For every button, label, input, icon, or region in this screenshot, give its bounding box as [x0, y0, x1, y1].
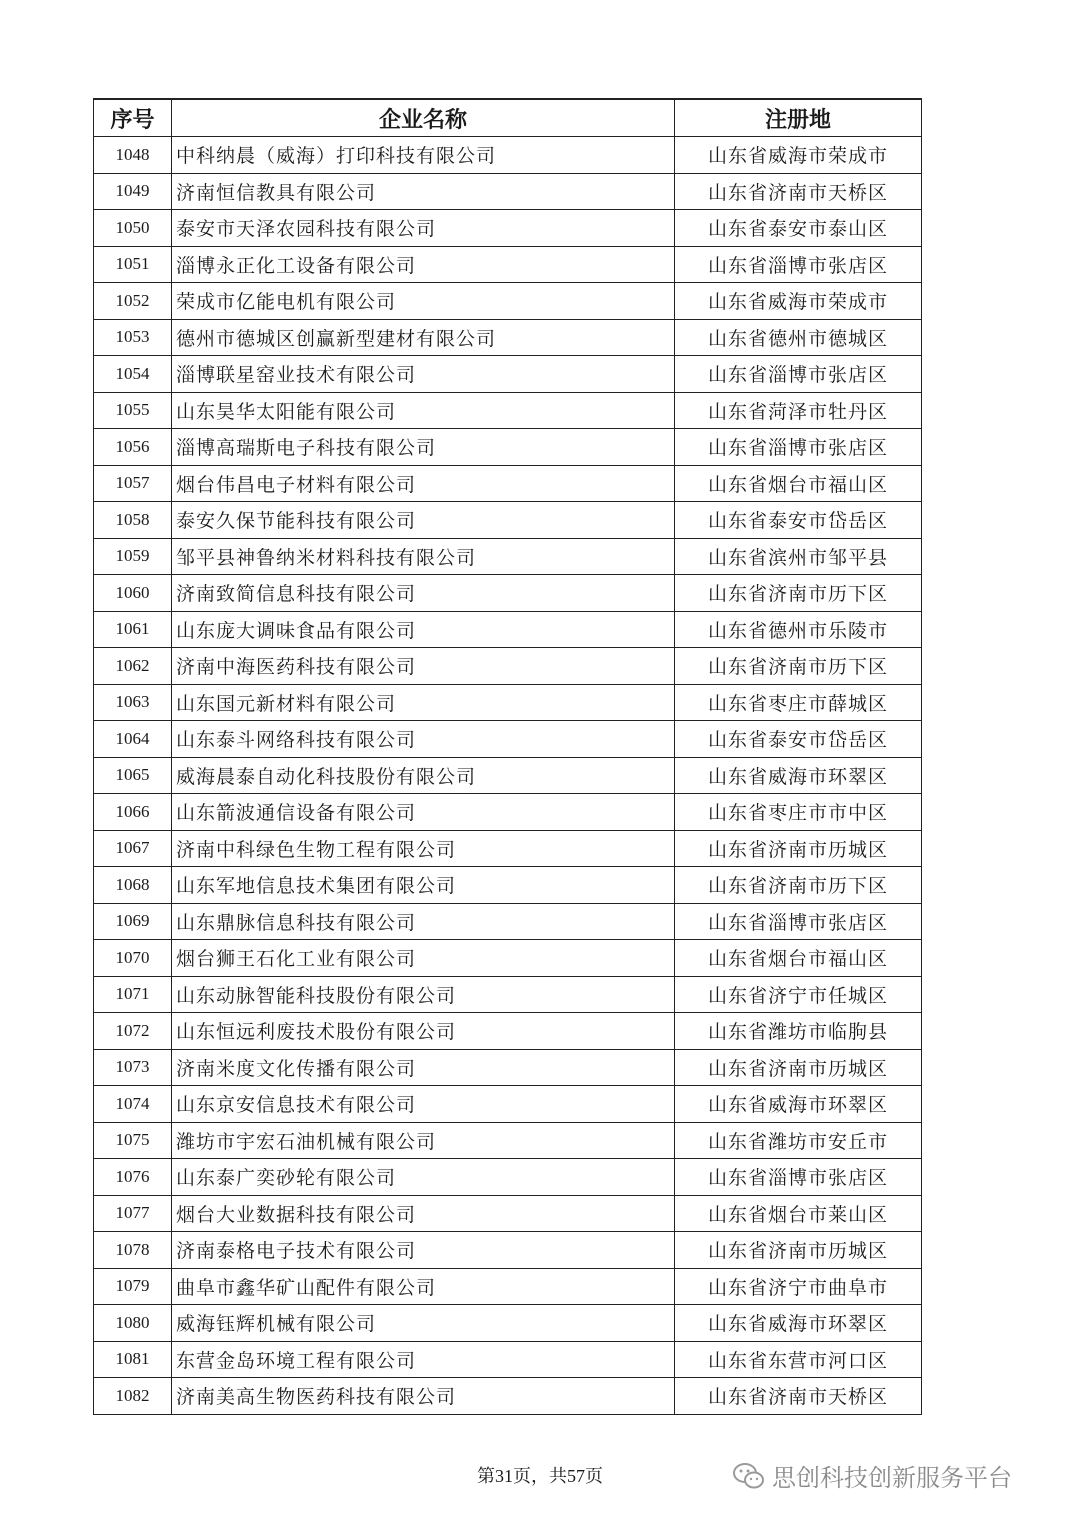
registered-place-cell: 山东省淄博市张店区	[675, 356, 922, 393]
table-row	[94, 830, 922, 867]
table-row	[94, 392, 922, 429]
table-row	[94, 502, 922, 539]
table-row	[94, 1268, 922, 1305]
table-body	[94, 137, 922, 1415]
serial-number-cell: 1071	[94, 976, 172, 1013]
registered-place-cell: 山东省济南市历城区	[675, 1049, 922, 1086]
company-name-cell: 山东泰广奕砂轮有限公司	[172, 1159, 675, 1196]
registered-place-cell: 山东省济南市天桥区	[675, 173, 922, 210]
company-name-cell: 泰安久保节能科技有限公司	[172, 502, 675, 539]
table-row	[94, 976, 922, 1013]
serial-number-cell: 1077	[94, 1195, 172, 1232]
registered-place-cell: 山东省威海市荣成市	[675, 137, 922, 174]
registered-place-cell: 山东省淄博市张店区	[675, 246, 922, 283]
table-row	[94, 1195, 922, 1232]
company-name-cell: 淄博高瑞斯电子科技有限公司	[172, 429, 675, 466]
table-row	[94, 1013, 922, 1050]
company-name-cell: 济南致简信息科技有限公司	[172, 575, 675, 612]
company-name-cell: 泰安市天泽农园科技有限公司	[172, 210, 675, 247]
header-registered-place: 注册地	[675, 99, 922, 137]
table-row	[94, 246, 922, 283]
table-row	[94, 1086, 922, 1123]
company-name-cell: 烟台大业数据科技有限公司	[172, 1195, 675, 1232]
serial-number-cell: 1054	[94, 356, 172, 393]
table-header-row	[94, 99, 922, 137]
table-row	[94, 1122, 922, 1159]
registered-place-cell: 山东省威海市环翠区	[675, 1086, 922, 1123]
registered-place-cell: 山东省济南市历城区	[675, 830, 922, 867]
serial-number-cell: 1056	[94, 429, 172, 466]
company-name-cell: 烟台狮王石化工业有限公司	[172, 940, 675, 977]
company-name-cell: 山东动脉智能科技股份有限公司	[172, 976, 675, 1013]
serial-number-cell: 1070	[94, 940, 172, 977]
table-row	[94, 1378, 922, 1415]
serial-number-cell: 1062	[94, 648, 172, 685]
serial-number-cell: 1052	[94, 283, 172, 320]
registered-place-cell: 山东省滨州市邹平县	[675, 538, 922, 575]
registered-place-cell: 山东省枣庄市薛城区	[675, 684, 922, 721]
registered-place-cell: 山东省烟台市福山区	[675, 465, 922, 502]
table-row	[94, 1305, 922, 1342]
serial-number-cell: 1053	[94, 319, 172, 356]
serial-number-cell: 1075	[94, 1122, 172, 1159]
registered-place-cell: 山东省烟台市莱山区	[675, 1195, 922, 1232]
registered-place-cell: 山东省枣庄市市中区	[675, 794, 922, 831]
serial-number-cell: 1078	[94, 1232, 172, 1269]
company-name-cell: 烟台伟昌电子材料有限公司	[172, 465, 675, 502]
company-name-cell: 威海钰辉机械有限公司	[172, 1305, 675, 1342]
registered-place-cell: 山东省德州市德城区	[675, 319, 922, 356]
table-row	[94, 1049, 922, 1086]
table-row	[94, 1232, 922, 1269]
company-name-cell: 济南中科绿色生物工程有限公司	[172, 830, 675, 867]
company-name-cell: 德州市德城区创赢新型建材有限公司	[172, 319, 675, 356]
registered-place-cell: 山东省威海市环翠区	[675, 757, 922, 794]
header-company-name: 企业名称	[172, 99, 675, 137]
company-name-cell: 山东泰斗网络科技有限公司	[172, 721, 675, 758]
company-name-cell: 荣成市亿能电机有限公司	[172, 283, 675, 320]
registered-place-cell: 山东省烟台市福山区	[675, 940, 922, 977]
serial-number-cell: 1059	[94, 538, 172, 575]
table-row	[94, 867, 922, 904]
company-name-cell: 东营金岛环境工程有限公司	[172, 1341, 675, 1378]
serial-number-cell: 1067	[94, 830, 172, 867]
serial-number-cell: 1048	[94, 137, 172, 174]
registered-place-cell: 山东省泰安市泰山区	[675, 210, 922, 247]
company-name-cell: 淄博永正化工设备有限公司	[172, 246, 675, 283]
company-name-cell: 济南恒信教具有限公司	[172, 173, 675, 210]
serial-number-cell: 1061	[94, 611, 172, 648]
serial-number-cell: 1068	[94, 867, 172, 904]
registered-place-cell: 山东省济南市历城区	[675, 1232, 922, 1269]
serial-number-cell: 1064	[94, 721, 172, 758]
registered-place-cell: 山东省济南市历下区	[675, 648, 922, 685]
table-row	[94, 903, 922, 940]
enterprise-table	[93, 98, 922, 1415]
registered-place-cell: 山东省菏泽市牡丹区	[675, 392, 922, 429]
table-row	[94, 319, 922, 356]
serial-number-cell: 1060	[94, 575, 172, 612]
registered-place-cell: 山东省泰安市岱岳区	[675, 502, 922, 539]
table-row	[94, 940, 922, 977]
registered-place-cell: 山东省威海市环翠区	[675, 1305, 922, 1342]
serial-number-cell: 1080	[94, 1305, 172, 1342]
registered-place-cell: 山东省泰安市岱岳区	[675, 721, 922, 758]
company-name-cell: 山东京安信息技术有限公司	[172, 1086, 675, 1123]
table-row	[94, 538, 922, 575]
registered-place-cell: 山东省淄博市张店区	[675, 903, 922, 940]
table-row	[94, 611, 922, 648]
page-number: 第31页，共57页	[477, 1466, 603, 1486]
company-name-cell: 山东军地信息技术集团有限公司	[172, 867, 675, 904]
registered-place-cell: 山东省东营市河口区	[675, 1341, 922, 1378]
registered-place-cell: 山东省德州市乐陵市	[675, 611, 922, 648]
company-name-cell: 济南美高生物医药科技有限公司	[172, 1378, 675, 1415]
registered-place-cell: 山东省济宁市曲阜市	[675, 1268, 922, 1305]
company-name-cell: 潍坊市宇宏石油机械有限公司	[172, 1122, 675, 1159]
serial-number-cell: 1072	[94, 1013, 172, 1050]
company-name-cell: 淄博联星窑业技术有限公司	[172, 356, 675, 393]
serial-number-cell: 1074	[94, 1086, 172, 1123]
table-row	[94, 1341, 922, 1378]
serial-number-cell: 1050	[94, 210, 172, 247]
company-name-cell: 中科纳晨（威海）打印科技有限公司	[172, 137, 675, 174]
registered-place-cell: 山东省济宁市任城区	[675, 976, 922, 1013]
table-row	[94, 684, 922, 721]
table-row	[94, 356, 922, 393]
company-name-cell: 山东昊华太阳能有限公司	[172, 392, 675, 429]
serial-number-cell: 1063	[94, 684, 172, 721]
company-name-cell: 济南泰格电子技术有限公司	[172, 1232, 675, 1269]
company-name-cell: 曲阜市鑫华矿山配件有限公司	[172, 1268, 675, 1305]
table-row	[94, 429, 922, 466]
serial-number-cell: 1057	[94, 465, 172, 502]
company-name-cell: 山东鼎脉信息科技有限公司	[172, 903, 675, 940]
serial-number-cell: 1076	[94, 1159, 172, 1196]
serial-number-cell: 1082	[94, 1378, 172, 1415]
registered-place-cell: 山东省潍坊市安丘市	[675, 1122, 922, 1159]
company-name-cell: 济南中海医药科技有限公司	[172, 648, 675, 685]
header-serial-number: 序号	[94, 99, 172, 137]
registered-place-cell: 山东省威海市荣成市	[675, 283, 922, 320]
registered-place-cell: 山东省淄博市张店区	[675, 1159, 922, 1196]
serial-number-cell: 1049	[94, 173, 172, 210]
watermark	[732, 1458, 1012, 1493]
serial-number-cell: 1069	[94, 903, 172, 940]
company-name-cell: 邹平县神鲁纳米材料科技有限公司	[172, 538, 675, 575]
table-row	[94, 137, 922, 174]
registered-place-cell: 山东省潍坊市临朐县	[675, 1013, 922, 1050]
serial-number-cell: 1079	[94, 1268, 172, 1305]
serial-number-cell: 1081	[94, 1341, 172, 1378]
registered-place-cell: 山东省济南市历下区	[675, 575, 922, 612]
company-name-cell: 山东庞大调味食品有限公司	[172, 611, 675, 648]
company-name-cell: 济南米度文化传播有限公司	[172, 1049, 675, 1086]
watermark-text: 思创科技创新服务平台	[772, 1464, 1012, 1492]
serial-number-cell: 1058	[94, 502, 172, 539]
serial-number-cell: 1073	[94, 1049, 172, 1086]
registered-place-cell: 山东省济南市天桥区	[675, 1378, 922, 1415]
table-row	[94, 648, 922, 685]
serial-number-cell: 1066	[94, 794, 172, 831]
registered-place-cell: 山东省淄博市张店区	[675, 429, 922, 466]
table-row	[94, 173, 922, 210]
wechat-icon	[732, 1461, 766, 1491]
serial-number-cell: 1051	[94, 246, 172, 283]
table-row	[94, 575, 922, 612]
table-row	[94, 283, 922, 320]
table-row	[94, 794, 922, 831]
company-name-cell: 威海晨泰自动化科技股份有限公司	[172, 757, 675, 794]
company-name-cell: 山东国元新材料有限公司	[172, 684, 675, 721]
company-name-cell: 山东箭波通信设备有限公司	[172, 794, 675, 831]
table-row	[94, 210, 922, 247]
table-row	[94, 721, 922, 758]
company-name-cell: 山东恒远利废技术股份有限公司	[172, 1013, 675, 1050]
serial-number-cell: 1055	[94, 392, 172, 429]
table-row	[94, 1159, 922, 1196]
table-row	[94, 465, 922, 502]
registered-place-cell: 山东省济南市历下区	[675, 867, 922, 904]
serial-number-cell: 1065	[94, 757, 172, 794]
table-row	[94, 757, 922, 794]
